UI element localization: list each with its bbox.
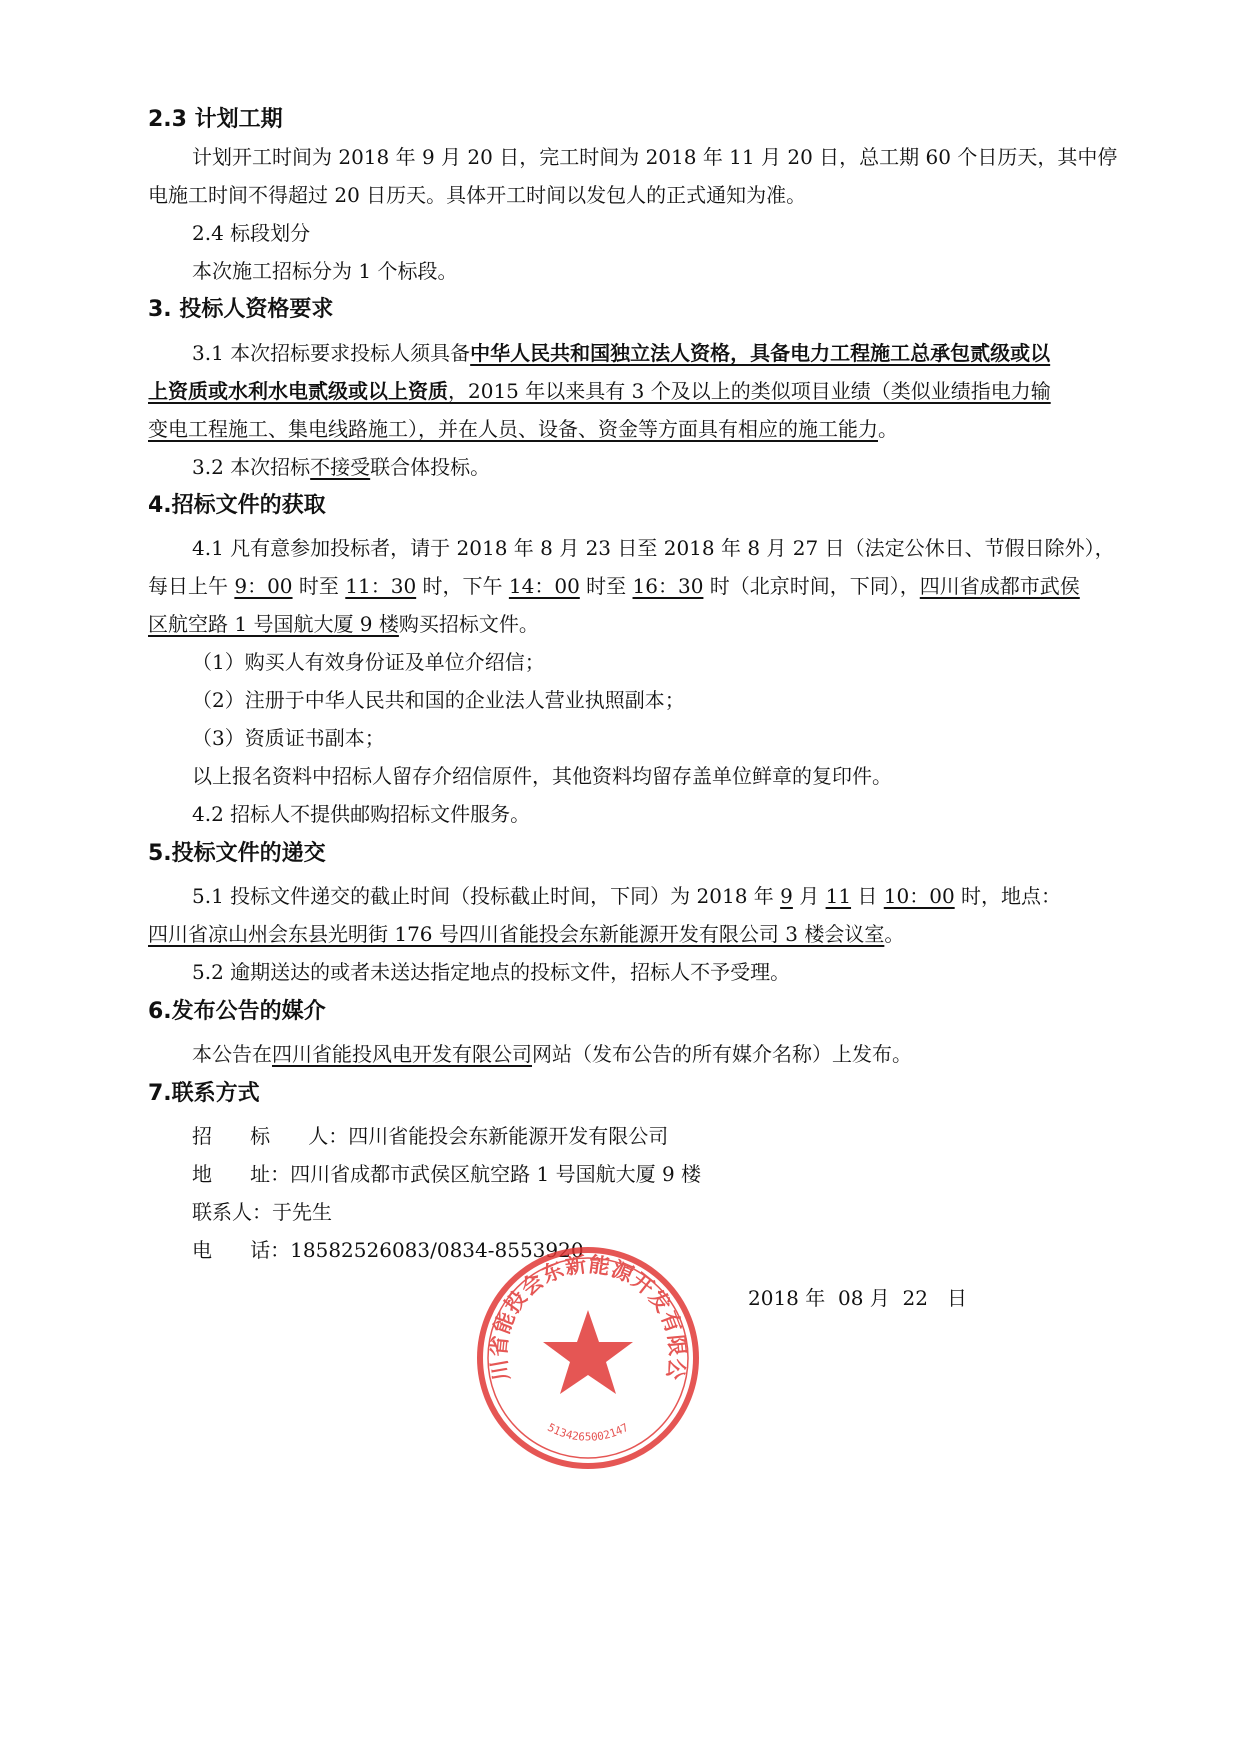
section-3-title: 3. 投标人资格要求 <box>148 297 334 322</box>
seal-star-icon <box>543 1310 633 1394</box>
section-7-title: 7.联系方式 <box>148 1081 260 1106</box>
list-item-1: （1）购买人有效身份证及单位介绍信； <box>192 650 545 674</box>
issue-date: 2018 年 08 月 22 日 <box>748 1286 968 1310</box>
deadline-day: 11 <box>825 884 852 908</box>
time-pm-start: 14：00 <box>508 574 580 598</box>
purchase-address-part2: 区航空路 1 号国航大厦 9 楼 <box>148 612 399 636</box>
contact-person: 联系人：于先生 <box>192 1200 332 1224</box>
section-3-1-lead: 3.1 本次招标要求投标人须具备 <box>192 341 471 365</box>
section-5-1-line2: 四川省凉山州会东县光明街 176 号四川省能投会东新能源开发有限公司 3 楼会议室。 <box>148 922 905 946</box>
performance-requirement: ，2015 年以来具有 3 个及以上的类似项目业绩（类似业绩指电力输 <box>448 379 1051 403</box>
section-2-3-para-line2: 电施工时间不得超过 20 日历天。具体开工时间以发包人的正式通知为准。 <box>148 183 807 207</box>
time-am-end: 11：30 <box>345 574 417 598</box>
list-item-2: （2）注册于中华人民共和国的企业法人营业执照副本； <box>192 688 685 712</box>
submission-place: 四川省凉山州会东县光明街 176 号四川省能投会东新能源开发有限公司 3 楼会议室 <box>148 922 885 946</box>
section-4-1-line2: 每日上午 9：00 时至 11：30 时，下午 14：00 时至 16：30 时（北京时间，下同），四川省成都市武侯 <box>148 574 1080 598</box>
materials-note: 以上报名资料中招标人留存介绍信原件，其他资料均留存盖单位鲜章的复印件。 <box>192 764 892 788</box>
section-4-1-line1: 4.1 凡有意参加投标者，请于 2018 年 8 月 23 日至 2018 年 8 月 27 日（法定公休日、节假日除外）， <box>192 536 1115 560</box>
section-4-title: 4.招标文件的获取 <box>148 493 326 518</box>
section-3-1-line3: 变电工程施工、集电线路施工），并在人员、设备、资金等方面具有相应的施工能力。 <box>148 417 898 441</box>
time-pm-end: 16：30 <box>632 574 704 598</box>
section-3-1-line1 <box>192 339 1162 367</box>
qualification-requirement-2: 上资质或水利水电贰级或以上资质 <box>148 379 448 403</box>
performance-requirement-cont: 变电工程施工、集电线路施工），并在人员、设备、资金等方面具有相应的施工能力 <box>148 417 878 441</box>
contact-tenderer: 招 标 人：四川省能投会东新能源开发有限公司 <box>192 1124 669 1148</box>
section-6-para: 本公告在四川省能投风电开发有限公司网站（发布公告的所有媒介名称）上发布。 <box>192 1042 912 1066</box>
section-5-title: 5.投标文件的递交 <box>148 841 326 866</box>
section-6-title: 6.发布公告的媒介 <box>148 999 326 1024</box>
section-2-3-title: 2.3 计划工期 <box>148 107 283 132</box>
section-4-2: 4.2 招标人不提供邮购招标文件服务。 <box>192 802 531 826</box>
section-3-1-line2 <box>148 377 1118 405</box>
company-seal <box>472 1242 704 1474</box>
consortium-not-accepted: 不接受 <box>310 455 371 479</box>
deadline-time: 10：00 <box>883 884 955 908</box>
section-2-4-para: 本次施工招标分为 1 个标段。 <box>192 259 458 283</box>
qualification-requirement-1: 中华人民共和国独立法人资格，具备电力工程施工总承包贰级或以 <box>470 341 1051 365</box>
section-2-3-para-line1: 计划开工时间为 2018 年 9 月 20 日，完工时间为 2018 年 11 月 20 日，总工期 60 个日历天，其中停 <box>192 145 1118 169</box>
section-5-2: 5.2 逾期送达的或者未送达指定地点的投标文件，招标人不予受理。 <box>192 960 791 984</box>
time-am-start: 9：00 <box>234 574 293 598</box>
list-item-3: （3）资质证书副本； <box>192 726 385 750</box>
deadline-month: 9 <box>780 884 793 908</box>
media-website: 四川省能投风电开发有限公司 <box>272 1042 532 1066</box>
contact-address: 地 址：四川省成都市武侯区航空路 1 号国航大厦 9 楼 <box>192 1162 702 1186</box>
section-5-1-line1: 5.1 投标文件递交的截止时间（投标截止时间，下同）为 2018 年 9 月 11 日 10：00 时，地点： <box>192 884 1062 908</box>
seal-ring-text: 川省能投会东新能源开发有限公 <box>486 1252 690 1383</box>
section-4-1-line3: 区航空路 1 号国航大厦 9 楼购买招标文件。 <box>148 612 539 636</box>
section-3-2-line: 3.2 本次招标不接受联合体投标。 <box>192 455 491 479</box>
seal-code: 5134265002147 <box>545 1420 631 1444</box>
purchase-address-part1: 四川省成都市武侯 <box>919 574 1080 598</box>
seal-stamp-icon <box>472 1242 704 1474</box>
contact-phone: 电 话：18582526083/0834-8553920 <box>192 1238 584 1262</box>
section-2-4-title: 2.4 标段划分 <box>192 221 311 245</box>
